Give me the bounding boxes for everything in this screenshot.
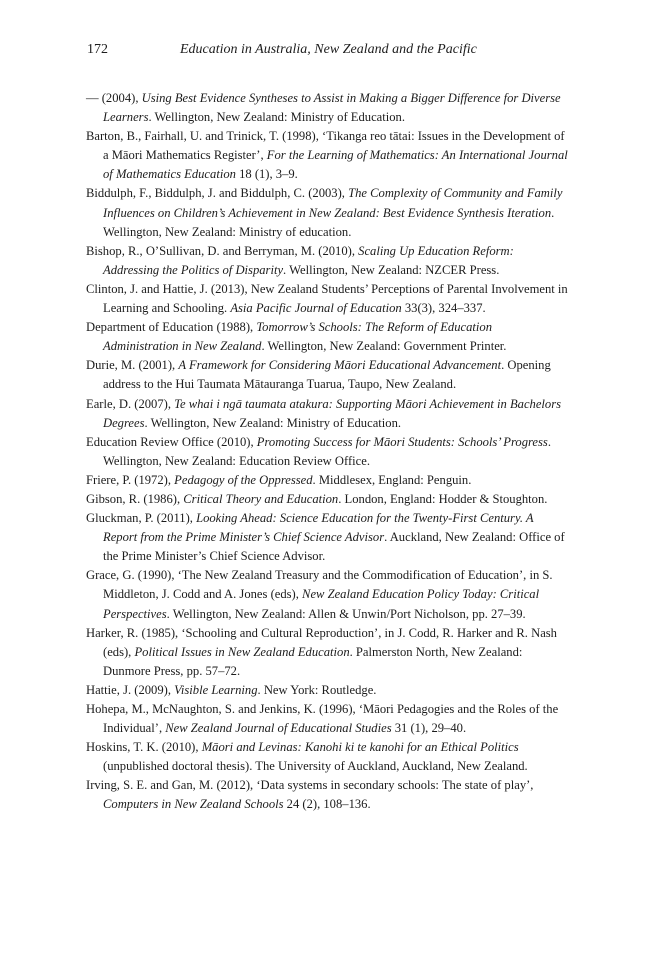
reference-title: The Complexity of Community and Family Influences on Children’s Achievement in New Zealand: Best Evidence Synthesis Iteration [103, 186, 563, 220]
reference-title: For the Learning of Mathematics: An International Journal of Mathematics Education [103, 148, 568, 182]
reference-text: Earle, D. (2007), [86, 396, 175, 411]
reference-title: Critical Theory and Education [183, 491, 339, 506]
reference-text: . New York: Routledge. [257, 682, 377, 697]
reference-text: Barton, B., Fairhall, U. and Trinick, T. (1998), ‘Tikanga reo tātai: Issues in the Development of a Māori Mathematics Register’, [86, 129, 565, 163]
reference-text: Gluckman, P. (2011), [86, 511, 197, 526]
reference-title: Computers in New Zealand Schools [103, 797, 284, 812]
reference-entry [86, 776, 570, 814]
reference-text: . Palmerston North, New Zealand: Dunmore Press, pp. 57–72. [103, 644, 523, 678]
reference-entry [86, 318, 570, 356]
reference-entry [86, 395, 570, 433]
reference-entry [86, 280, 570, 318]
reference-text: . Wellington, New Zealand: Allen & Unwin/Port Nicholson, pp. 27–39. [166, 606, 526, 621]
reference-entry [86, 700, 570, 738]
reference-title: Scaling Up Education Reform: Addressing the Politics of Disparity [103, 243, 514, 277]
reference-text: . London, England: Hodder & Stoughton. [338, 491, 548, 506]
reference-title: Pedagogy of the Oppressed [174, 472, 313, 487]
reference-text: 18 (1), 3–9. [235, 167, 298, 182]
reference-title: New Zealand Journal of Educational Studies [165, 721, 392, 736]
reference-title: New Zealand Education Policy Today: Critical Perspectives [103, 587, 540, 621]
reference-text: 31 (1), 29–40. [391, 721, 467, 736]
reference-text: Irving, S. E. and Gan, M. (2012), ‘Data systems in secondary schools: The state of play’, [86, 778, 534, 793]
reference-title: Visible Learning [174, 682, 258, 697]
reference-title: A Framework for Considering Māori Educational Advancement [178, 358, 502, 373]
reference-text: Friere, P. (1972), [86, 472, 175, 487]
reference-title: Looking Ahead: Science Education for the Twenty-First Century. A Report from the Prime Minister’s Chief Science Advisor [103, 511, 534, 545]
reference-text: Biddulph, F., Biddulph, J. and Biddulph, C. (2003), [86, 186, 349, 201]
page-number: 172 [87, 42, 108, 57]
reference-entry [86, 356, 570, 394]
reference-title: Māori and Levinas: Kanohi ki te kanohi for an Ethical Politics [201, 740, 519, 755]
reference-text: Durie, M. (2001), [86, 358, 179, 373]
reference-entry [86, 738, 570, 776]
reference-text: . Wellington, New Zealand: NZCER Press. [283, 262, 500, 277]
reference-text: . Wellington, New Zealand: Government Printer. [261, 339, 507, 354]
reference-entry [86, 509, 570, 566]
reference-title: Using Best Evidence Syntheses to Assist in Making a Bigger Difference for Diverse Learners [103, 91, 561, 125]
running-title: Education in Australia, New Zealand and the Pacific [180, 42, 477, 57]
reference-text: 33(3), 324–337. [401, 301, 486, 316]
reference-text: Bishop, R., O’Sullivan, D. and Berryman, M. (2010), [86, 243, 359, 258]
reference-entry [86, 490, 570, 509]
reference-text: 24 (2), 108–136. [283, 797, 371, 812]
reference-text: . Wellington, New Zealand: Ministry of education. [103, 205, 555, 239]
reference-text: Hattie, J. (2009), [86, 682, 175, 697]
reference-text: Education Review Office (2010), [86, 434, 257, 449]
reference-text: Harker, R. (1985), ‘Schooling and Cultural Reproduction’, in J. Codd, R. Harker and R. Nash (eds), [86, 625, 557, 659]
reference-text: Hoskins, T. K. (2010), [86, 740, 202, 755]
reference-text: — (2004), [86, 91, 142, 105]
reference-title: Political Issues in New Zealand Education [134, 644, 350, 659]
reference-entry [86, 242, 570, 280]
reference-title: Tomorrow’s Schools: The Reform of Education Administration in New Zealand [103, 320, 492, 354]
reference-text: . Middlesex, England: Penguin. [312, 472, 472, 487]
reference-title: Te whai i ngā taumata atakura: Supporting Māori Achievement in Bachelors Degrees [103, 396, 562, 430]
page-header [0, 42, 650, 62]
reference-text: (unpublished doctoral thesis). The University of Auckland, Auckland, New Zealand. [103, 759, 528, 774]
reference-entry [86, 433, 570, 471]
reference-text: Department of Education (1988), [86, 320, 257, 335]
reference-text: Grace, G. (1990), ‘The New Zealand Treasury and the Commodification of Education’, in S. Middleton, J. Codd and A. Jones (eds), [86, 568, 553, 602]
reference-entry [86, 471, 570, 490]
reference-title: Asia Pacific Journal of Education [230, 301, 402, 316]
reference-entry [86, 566, 570, 623]
reference-text: . Auckland, New Zealand: Office of the Prime Minister’s Chief Science Advisor. [103, 530, 565, 564]
reference-entry [86, 184, 570, 241]
reference-title: Promoting Success for Māori Students: Schools’ Progress [256, 434, 548, 449]
reference-entry [86, 681, 570, 700]
reference-entry [86, 624, 570, 681]
reference-entry [86, 127, 570, 184]
reference-text: . Wellington, New Zealand: Ministry of Education. [148, 110, 406, 125]
reference-text: Gibson, R. (1986), [86, 491, 184, 506]
reference-text: . Opening address to the Hui Taumata Mātauranga Tuarua, Taupo, New Zealand. [103, 358, 551, 392]
reference-list [86, 89, 570, 815]
reference-text: . Wellington, New Zealand: Ministry of Education. [144, 415, 402, 430]
reference-text: Clinton, J. and Hattie, J. (2013), New Zealand Students’ Perceptions of Parental Involvement in Learning and Schooling. [86, 281, 568, 316]
reference-entry [86, 89, 570, 127]
reference-text: Hohepa, M., McNaughton, S. and Jenkins, K. (1996), ‘Māori Pedagogies and the Roles of the Individual’, [86, 702, 559, 736]
reference-text: . Wellington, New Zealand: Education Review Office. [103, 434, 551, 468]
